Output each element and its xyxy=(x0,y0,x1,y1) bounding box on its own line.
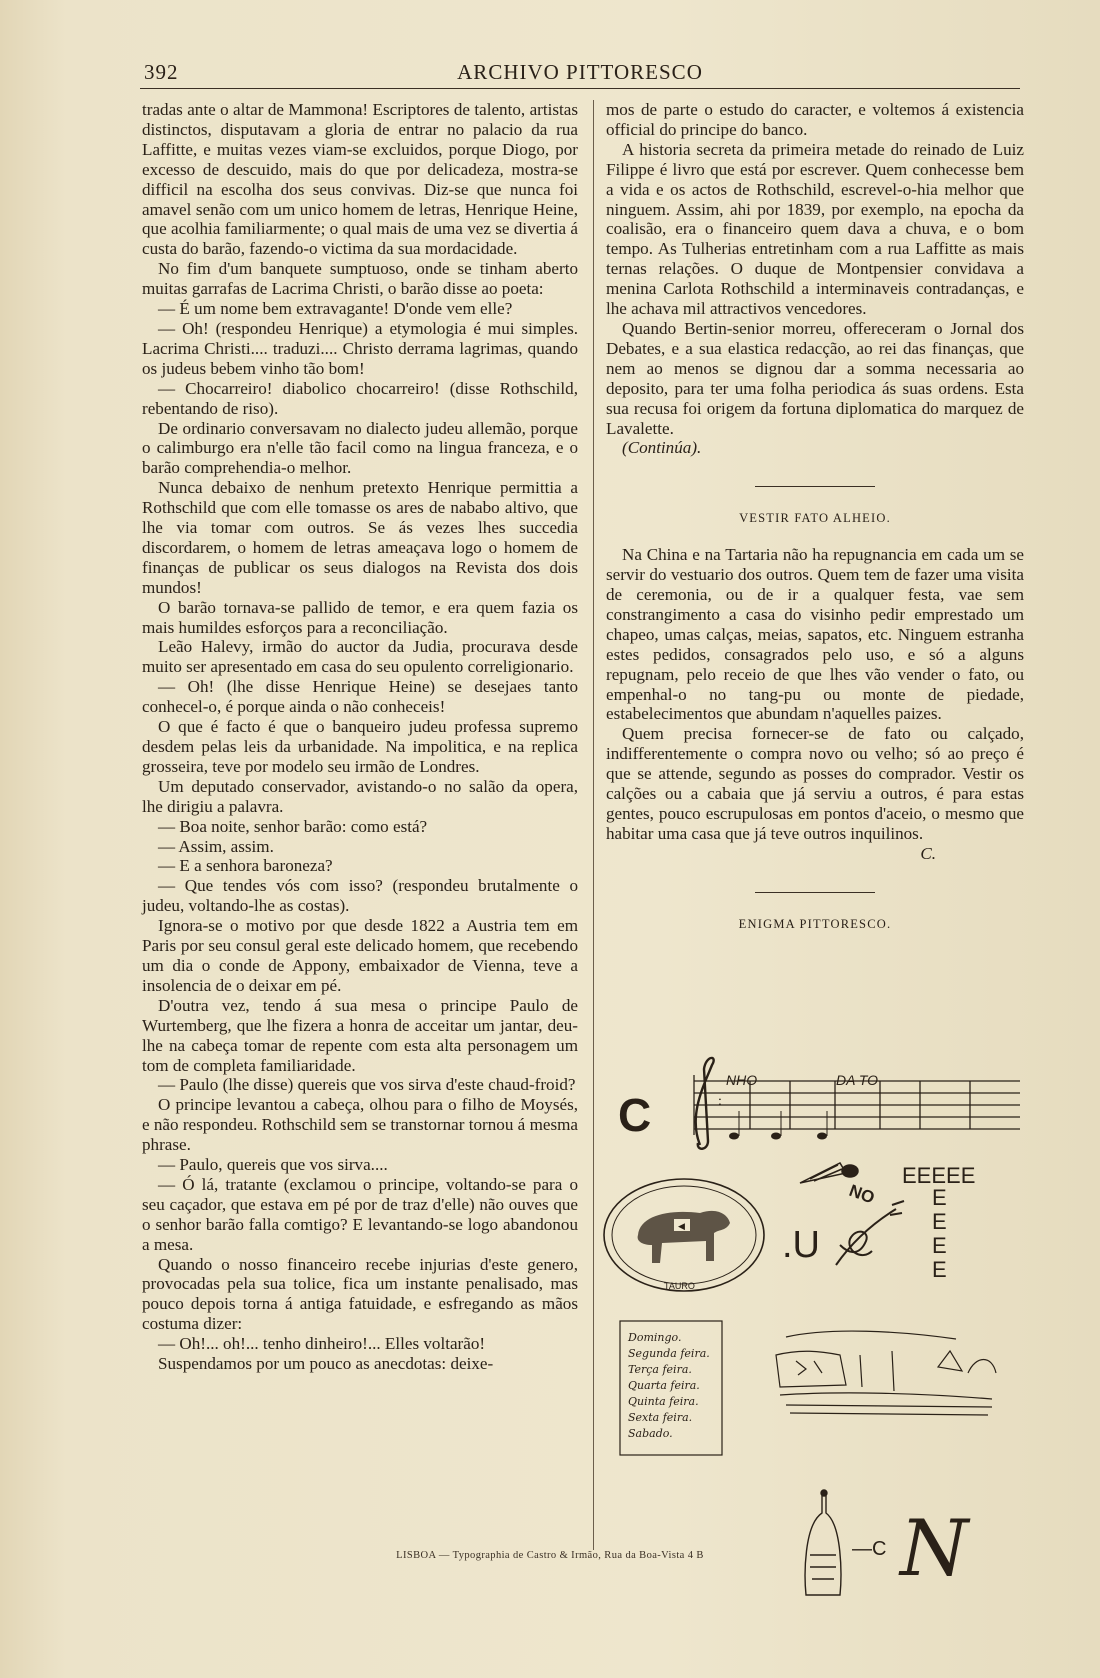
music-notes xyxy=(729,1111,827,1140)
paragraph: A historia secreta da primeira metade do reinado de Luiz Filippe é livro que está por escrever. Quem conhecesse bem a vida e os actos de Rothschild, escrevel-o-hia melhor que ninguem. Assim, ahi por 1839, por exemplo, na epocha da coalisão, era o financeiro quem dava a chuva, e o bom tempo. As Tulherias entretinham com a rua Laffitte as mais ternas relações. O duque de Montpensier convidava a menina Carlota Rothschild a interminaveis contradanças, e lhe achava mil attractivos vencedores. xyxy=(606,139,1024,319)
rebus-e: E xyxy=(932,1209,947,1234)
dialog-line: — E a senhora baroneza? xyxy=(158,856,333,876)
shuttlecock-icon xyxy=(800,1163,858,1183)
paragraph: O principe levantou a cabeça, olhou para o filho de Moysés, e não respondeu. Rothschild sem se transtornar tornou á mesma phrase. xyxy=(142,1095,578,1155)
rebus-e: E xyxy=(932,1257,947,1282)
paragraph: Quem precisa fornecer-se de fato ou calçado, indifferentemente o compra novo ou velho; só ao preço é que se attende, segundo as posses do comprador. Vestir os calções ou a cabaia que já serviu a outros, é para estas gentes, pouco escrupulosas em pontos d'aceio, o mesmo que habitar uma casa que já teve outros inquilinos. xyxy=(606,724,1024,843)
paragraph: Nunca debaixo de nenhum pretexto Henrique permittia a Rothschild que com elle tomasse os ares de nababo altivo, que lhe via tomar com outros. Se ás vezes lhes succedia discordarem, o homem de letras ameaçava logo o homem de finanças de publicar os seus dialogos na Revista dos dois mundos! xyxy=(142,478,578,597)
dialog-line: — Boa noite, senhor barão: como está? xyxy=(158,816,428,836)
dialog-line: — Paulo, quereis que vos sirva.... xyxy=(158,1155,388,1175)
dialog-line: — É um nome bem extravagante! D'onde vem elle? xyxy=(158,299,513,319)
dialog-line: — Oh! (respondeu Henrique) a etymologia é mui simples. Lacrima Christi.... traduzi.... Christo derrama lagrimas, quando os judeus bebem vinho tão bom! xyxy=(142,318,578,378)
paragraph: De ordinario conversavam no dialecto judeu allemão, porque o calimburgo era n'elle tão facil como na lingua franceza, e o barão comprehendia-o melhor. xyxy=(142,418,578,478)
dialog-line: — Que tendes vós com isso? (respondeu brutalmente o judeu, voltando-lhe as costas). xyxy=(142,876,578,916)
paragraph: D'outra vez, tendo á sua mesa o principe Paulo de Wurtemberg, que lhe fizera a honra de acceitar um jantar, deu-lhe na cabeça tomar de repente com esta alta personagem um tom de completa familiaridade. xyxy=(142,995,578,1075)
paragraph: Um deputado conservador, avistando-o no salão da opera, lhe dirigiu a palavra. xyxy=(142,776,578,816)
paragraph: Quando Bertin-senior morreu, offereceram o Jornal dos Debates, e a sua elastica redacção, ao rei das finanças, que nem ao menos se dignou dar a somma necessaria ao deposito, para ter uma folha periodica ás suas ordens. Esta sua recusa foi origem da fortuna diplomatica do marquez de Lavalette. xyxy=(606,318,1024,438)
rebus-eeeee: EEEEE xyxy=(902,1163,976,1188)
rebus-no: NO xyxy=(846,1180,878,1208)
knot-icon xyxy=(836,1201,904,1265)
landscape-sketch-icon xyxy=(776,1331,996,1415)
section-divider xyxy=(755,486,875,487)
left-column xyxy=(142,100,578,1374)
paragraph: O barão tornava-se pallido de temor, e era quem fazia os mais humildes esforços para a reconciliação. xyxy=(142,597,578,637)
dialog-line: — Oh!... oh!... tenho dinheiro!... Elles voltarão! xyxy=(158,1334,486,1354)
enigma-illustration xyxy=(600,1055,1030,1594)
rebus-drawing xyxy=(600,1055,1030,1594)
rebus-script-n: N xyxy=(900,1504,969,1594)
rebus-e: E xyxy=(932,1233,947,1258)
author-signature: C. xyxy=(920,843,936,863)
day-label: Sabado. xyxy=(628,1427,673,1440)
staff-word-nho: NHO xyxy=(726,1072,758,1088)
page-header xyxy=(140,58,1020,89)
dialog-line: — Paulo (lhe disse) quereis que vos sirva d'este chaud-froid? xyxy=(158,1075,576,1095)
continued-note: (Continúa). xyxy=(622,438,702,458)
bottle-icon xyxy=(805,1490,841,1595)
rebus-big-c: C xyxy=(618,1089,652,1141)
dialog-line: — Assim, assim. xyxy=(158,836,274,856)
page-number: 392 xyxy=(144,60,179,84)
paragraph: tradas ante o altar de Mammona! Escriptores de talento, artistas distinctos, disputavam a gloria de entrar no palacio da rua Laffitte, e muitas vezes viam-se excluidos, porque Diogo, por excesso de descuido, mais do que por delicadeza, mostra-se difficil na escolha dos seus convivas. Diz-se que nunca foi amavel senão com um unico homem de letras, Henrique Heine, que acolhia familiarmente; o qual mais de uma vez se divertia á custa do barão, fazendo-o victima da sua mordacidade. xyxy=(142,100,578,259)
rebus-dot-u: .U xyxy=(782,1224,820,1266)
section-title: VESTIR FATO ALHEIO. xyxy=(739,511,891,526)
section-divider xyxy=(755,892,875,893)
day-label: Domingo. xyxy=(628,1331,682,1344)
paragraph: Na China e na Tartaria não ha repugnancia em cada um se servir do vestuario dos outros. Quem tem de fazer uma visita de ceremonia, ou de ir a qualquer festa, vae sem constrangimento a casa do visinho pedir emprestado um chapeo, umas calças, meias, sapatos, etc. Ninguem estranha estes pedidos, consagrados pelo uso, e só a alguns repugnam, pelo receio de que lhes vão vender o fato, ou empenhal-o no tang-pu ou monte de piedade, estabelecimentos que abundam n'aquelles paizes. xyxy=(606,545,1024,724)
paragraph: mos de parte o estudo do caracter, e voltemos á existencia official do principe do banco. xyxy=(606,100,1024,139)
day-label: Quinta feira. xyxy=(628,1395,699,1408)
rebus-dash-c: —C xyxy=(852,1538,887,1560)
rebus-e: E xyxy=(932,1185,947,1210)
running-title: ARCHIVO PITTORESCO xyxy=(457,60,703,84)
dialog-line: — Oh! (lhe disse Henrique Heine) se desejaes tanto conhecel-o, é porque ainda o não conheceis! xyxy=(142,677,578,717)
day-label: Segunda feira. xyxy=(628,1347,710,1360)
treble-clef-icon xyxy=(696,1058,714,1149)
paragraph: No fim d'um banquete sumptuoso, onde se tinham aberto muitas garrafas de Lacrima Christi, o barão disse ao poeta: xyxy=(142,259,578,299)
svg-text:◀: ◀ xyxy=(678,1221,685,1231)
paragraph: O que é facto é que o banqueiro judeu professa supremo desdem pelas leis da urbanidade. Na impolitica, e na replica grosseira, teve por modelo seu irmão de Londres. xyxy=(142,717,578,776)
paragraph: Quando o nosso financeiro recebe injurias d'este genero, provocadas pela sua tolice, fica um instante penalisado, mas pouco depois torna á antiga fatuidade, e esfregando as mãos costuma dizer: xyxy=(142,1254,578,1334)
paragraph: Suspendamos por um pouco as anecdotas: deixe- xyxy=(158,1354,494,1374)
medallion-label: TAURO xyxy=(664,1281,695,1291)
right-column xyxy=(606,100,1024,951)
day-label: Sexta feira. xyxy=(628,1411,693,1424)
paragraph: Ignora-se o motivo por que desde 1822 a Austria tem em Paris por seu consul geral este delicado homem, que recebendo um dia o conde de Appony, embaixador de Vienna, teve a insolencia de o deixar em pé. xyxy=(142,916,578,995)
day-label: Terça feira. xyxy=(628,1363,692,1376)
dialog-line: — Ó lá, tratante (exclamou o principe, voltando-se para o seu caçador, que estava em pé por de traz d'elle) não ouves que o senhor barão falla comtigo? E levantando-se logo abandonou a mesa. xyxy=(142,1174,578,1254)
svg-text::: : xyxy=(718,1094,722,1109)
dialog-line: — Chocarreiro! diabolico chocarreiro! (disse Rothschild, rebentando de riso). xyxy=(142,378,578,418)
paragraph: Leão Halevy, irmão do auctor da Judia, procurava desde muito ser apresentado em casa do seu opulento correligionario. xyxy=(142,637,578,677)
bull-medallion-icon xyxy=(604,1179,764,1291)
enigma-title: ENIGMA PITTORESCO. xyxy=(738,916,892,931)
staff-word-dato: DA TO xyxy=(836,1072,879,1088)
printer-imprint: LISBOA — Typographia de Castro & Irmão, Rua da Boa-Vista 4 B xyxy=(396,1550,704,1561)
day-label: Quarta feira. xyxy=(628,1379,700,1392)
column-divider xyxy=(593,100,594,1550)
